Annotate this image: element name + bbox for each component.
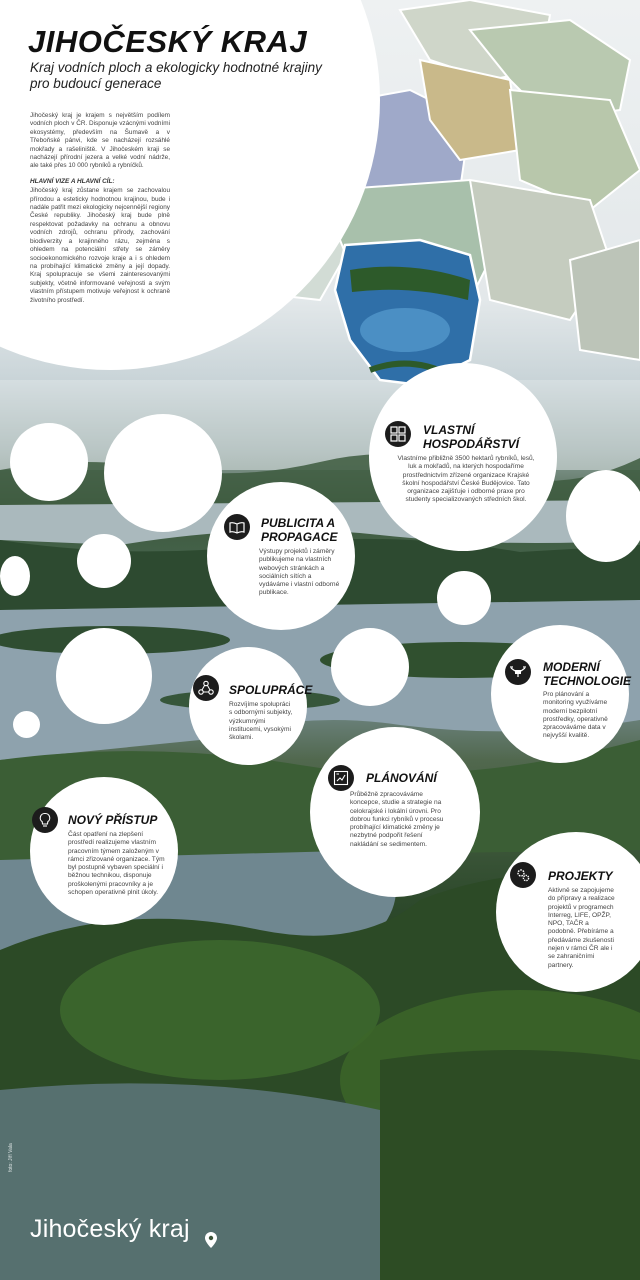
decor-circle: [13, 711, 40, 738]
topic-text: Část opatření na zlepšení prostředí realizujeme vlastním pracovním týmem založeným v rámci zřizované organizace. Tým byl postupně vybaven speciální i běžnou technikou, disponuje proškolenými pracovníky a je schopen operativně plnit úkoly.: [68, 831, 165, 897]
vision-text: Jihočeský kraj zůstane krajem se zachovalou přírodou a esteticky hodnotnou krajinou, bude i nadále patřit mezi ekologicky nejcennější regiony České republiky. Jihočeský kraj bude plně respektovat požadavky na ochranu a obnovu vodních zdrojů, ochranu přírody, zachování biodiverzity a krajinného rázu, zejména s ohledem na potenciální střety se záměry socioekonomického rozvoje kraje a i s ohledem na probíhající klimatické změny a její dopady. Kraj spolupracuje se všemi zainteresovanými subjekty, včetně informované veřejnosti a svým vlastním přístupem motivuje veřejnost k ochraně životního prostředí.: [30, 187, 170, 304]
people-network-icon: [193, 675, 219, 701]
topic-text: Průběžně zpracováváme koncepce, studie a strategie na celokrajské i lokální úrovni. Pro dobrou funkci rybníků v procesu probíhající klimatické změny je nezbytné podpořit řešení nakládání se sedimentem.: [350, 791, 444, 848]
topic-title-line: PUBLICITA A: [261, 516, 336, 530]
map-pin-icon: [205, 1232, 217, 1253]
lightbulb-icon: [32, 807, 58, 833]
topic-text: Výstupy projektů i záměry publikujeme na vlastních webových stránkách a sociálních sítích a vydáváme i vlastní odborné publikace.: [259, 548, 340, 597]
topic-title-line: VLASTNÍ: [423, 423, 475, 437]
gears-icon: [510, 862, 536, 888]
grid-squares-icon: [385, 421, 411, 447]
topic-vlastni-hospodarstvi: [369, 363, 557, 551]
decor-circle: [331, 628, 409, 706]
photo-credit: foto: Jiří Vala: [8, 1143, 14, 1172]
decor-circle: [0, 556, 30, 596]
topic-title: [543, 660, 631, 688]
topic-title: NOVÝ PŘÍSTUP: [68, 813, 158, 827]
page-subtitle: Kraj vodních ploch a ekologicky hodnotné krajiny pro budoucí generace: [30, 60, 322, 91]
intro-text: [30, 112, 170, 312]
topic-spoluprace: [189, 647, 313, 765]
topic-text: Pro plánování a monitoring využíváme moderní bezpilotní prostředky, operativně zpracováváme data v nejvyšší kvalitě.: [543, 691, 608, 740]
topic-title: PROJEKTY: [548, 869, 613, 883]
topic-title-line: PROPAGACE: [261, 530, 338, 544]
drone-icon: [505, 659, 531, 685]
decor-circle: [56, 628, 152, 724]
topic-novy-pristup: [30, 777, 178, 925]
decor-circle: [77, 534, 131, 588]
intro-paragraph: Jihočeský kraj je krajem s největším podílem vodních ploch v ČR. Disponuje vzácnými vodními ekosystémy, především na Šumavě a v Třeboňské pánvi, kde se nacházejí rozsáhlé mokřady a rašeliniště. V Jihočeském kraji se nacházejí přírodní jezera a velké vodní nádrže, ale také přes 10 000 rybníků a rybníčků.: [30, 112, 170, 170]
topic-title: SPOLUPRÁCE: [229, 683, 313, 697]
decor-circle: [566, 470, 640, 562]
topic-text: Aktivně se zapojujeme do přípravy a realizace projektů v programech Interreg, LIFE, OPŽP, NPO, TAČR a podobně. Přebíráme a předáváme zkušenosti nejen v rámci ČR ale i se zahraničními partnery.: [548, 887, 615, 969]
topic-planovani: [310, 727, 480, 897]
decor-circle: [104, 414, 222, 532]
topic-title: [423, 423, 519, 451]
topic-text: Vlastníme přibližně 3500 hektarů rybníků, lesů, luk a mokřadů, na kterých hospodaříme prostřednictvím zřízené organizace Krajské školní hospodářství České Budějovice. Tato organizace zajišťuje i odborné praxe pro studenty specializovaných středních škol.: [397, 455, 535, 504]
topic-text: Rozvíjíme spolupráci s odbornými subjekty, výzkumnými institucemi, vysokými školami.: [229, 701, 293, 742]
decor-circle: [437, 571, 491, 625]
vision-heading: HLAVNÍ VIZE A HLAVNÍ CÍL:: [30, 177, 115, 185]
topic-title-line: TECHNOLOGIE: [543, 674, 632, 688]
topic-title: PLÁNOVÁNÍ: [366, 771, 437, 785]
page-title: JIHOČESKÝ KRAJ: [28, 24, 308, 59]
decor-circle: [10, 423, 88, 501]
plan-board-icon: [328, 765, 354, 791]
open-book-icon: [224, 514, 250, 540]
topic-moderni-technologie: [491, 625, 632, 763]
topic-title: [261, 516, 337, 544]
topic-title-line: MODERNÍ: [543, 660, 600, 674]
topic-publicita: [207, 482, 355, 630]
footer-logo[interactable]: Jihočeský kraj: [30, 1215, 190, 1243]
topic-title-line: HOSPODÁŘSTVÍ: [423, 437, 520, 451]
